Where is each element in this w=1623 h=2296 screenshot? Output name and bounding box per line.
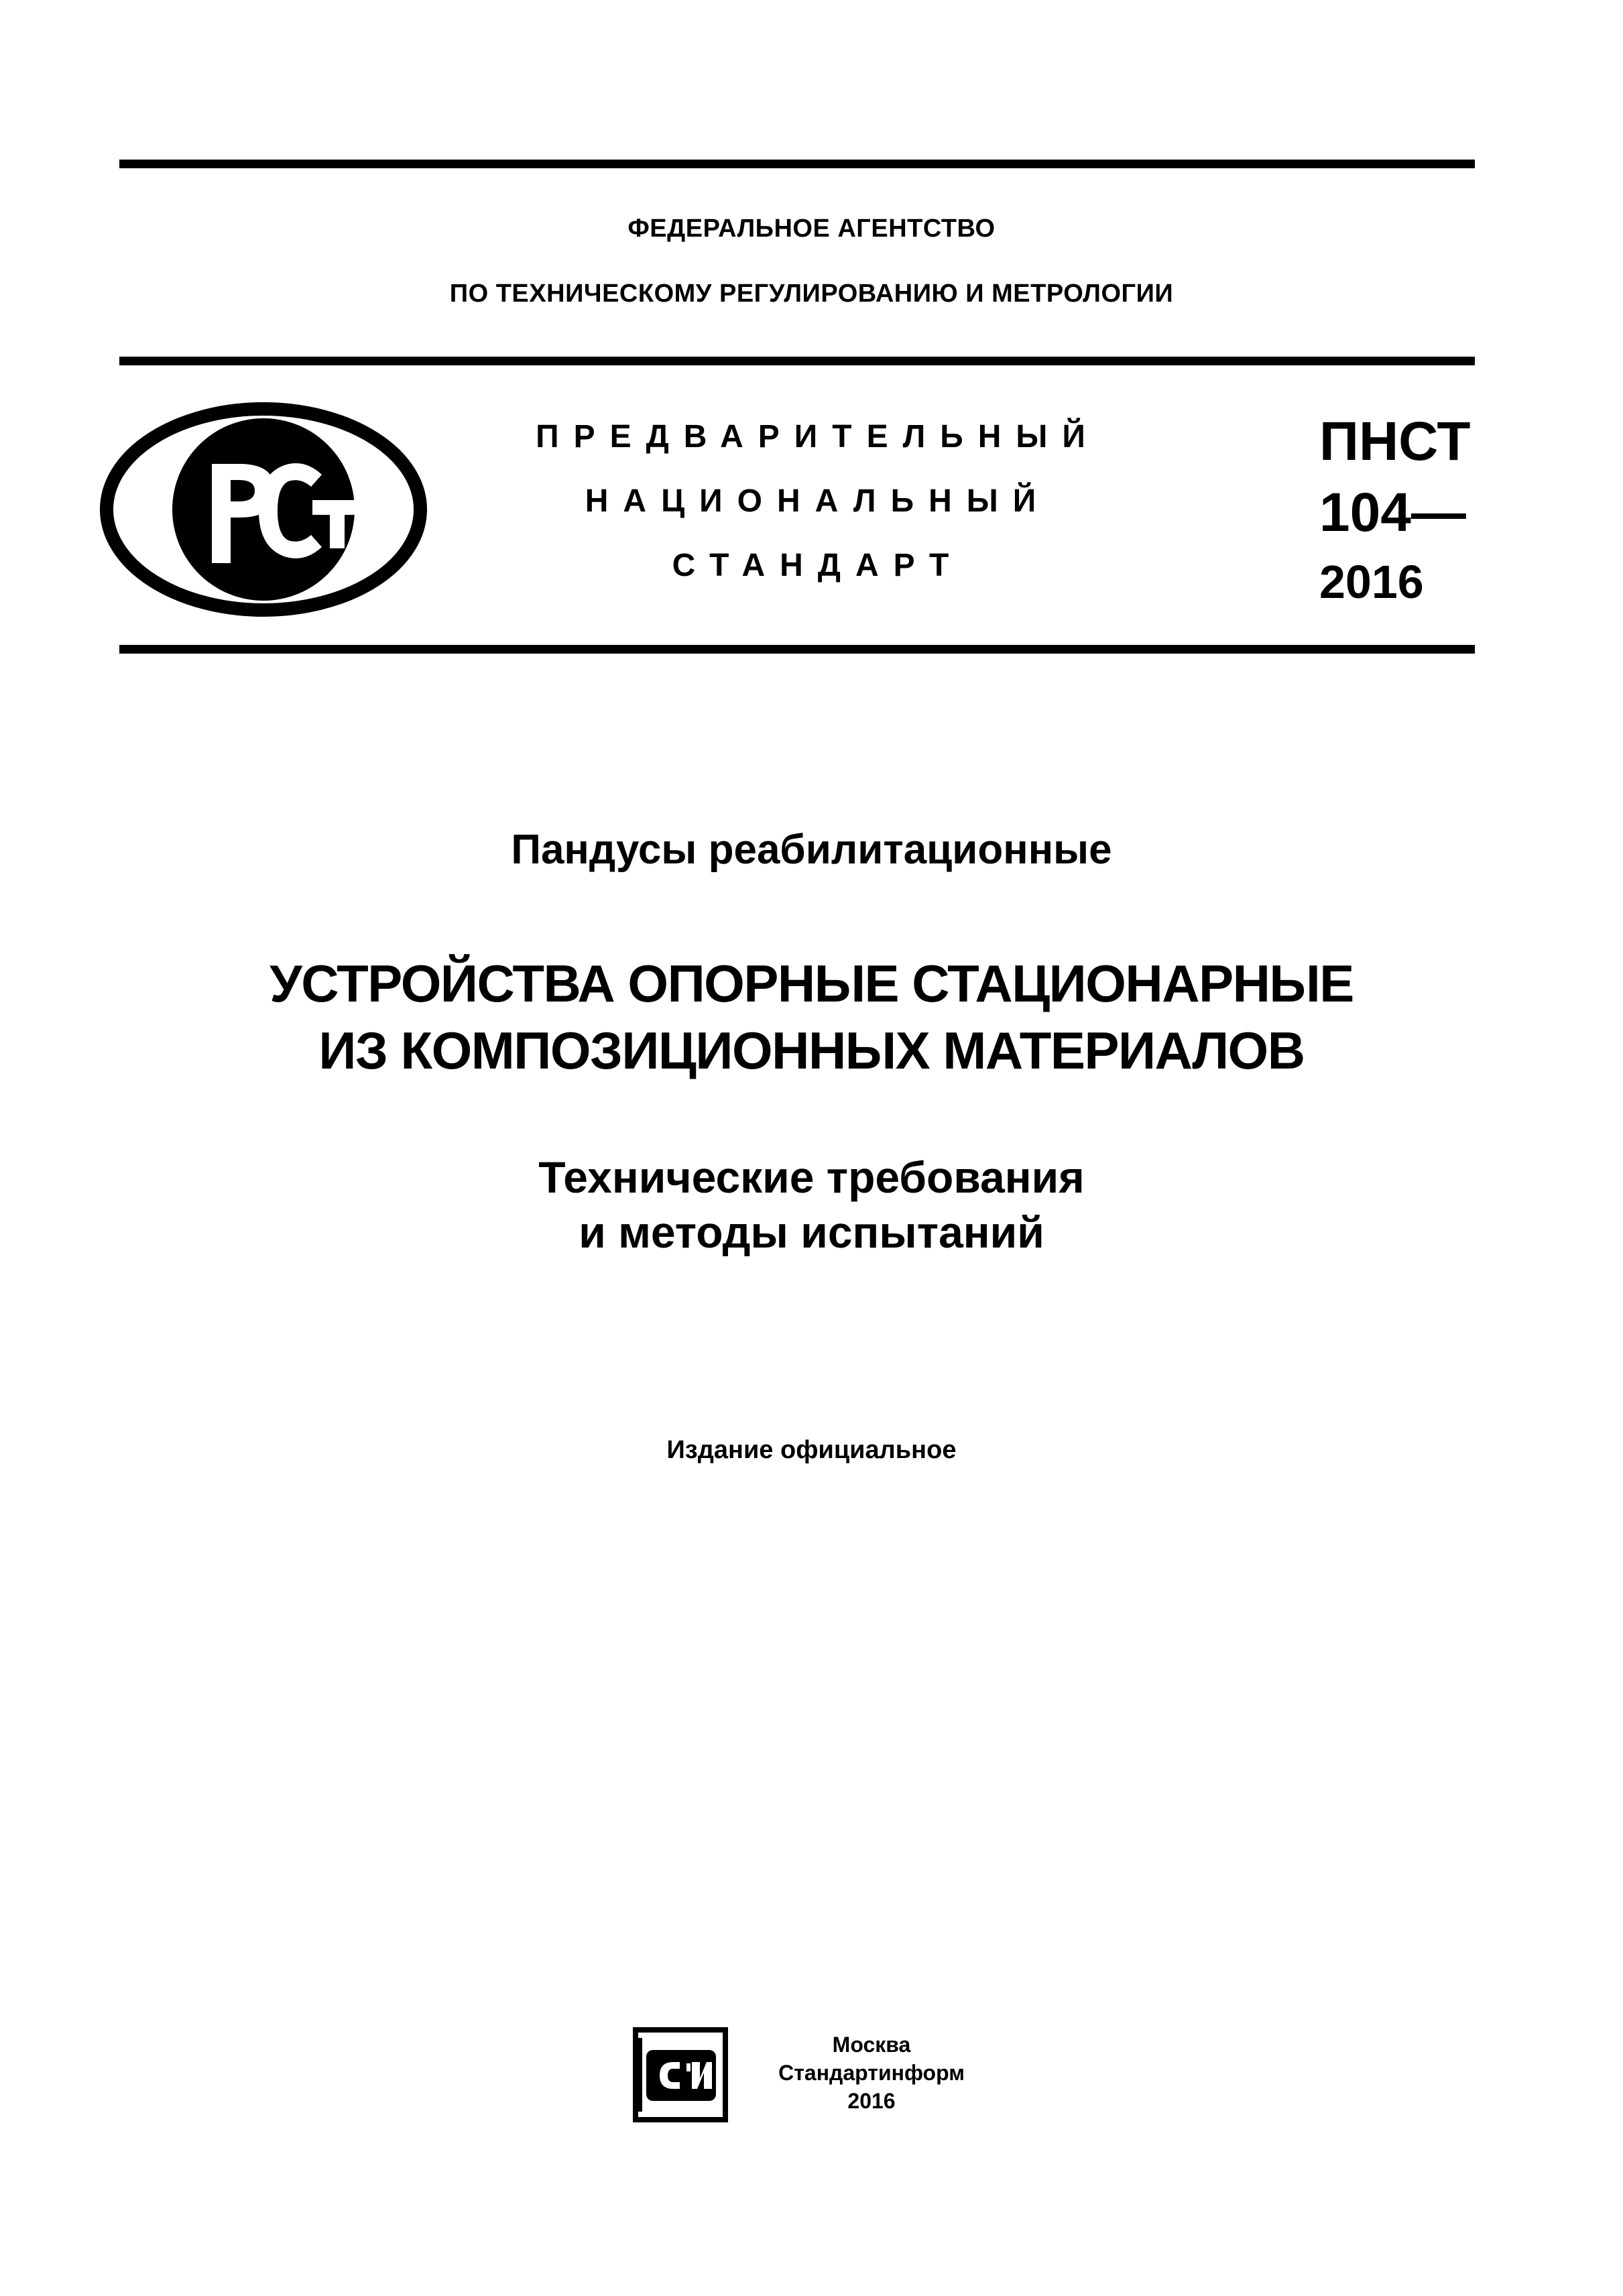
title-line-1: Пандусы реабилитационные [511, 827, 1112, 873]
agency-line-2: ПО ТЕХНИЧЕСКОМУ РЕГУЛИРОВАНИЮ И МЕТРОЛОГИИ [449, 280, 1174, 308]
standard-code-line-3: 2016 [1319, 556, 1424, 608]
standard-type-line-2: НАЦИОНАЛЬНЫЙ [585, 483, 1051, 519]
agency-line-1: ФЕДЕРАЛЬНОЕ АГЕНТСТВО [627, 215, 996, 243]
title-line-3: ИЗ КОМПОЗИЦИОННЫХ МАТЕРИАЛОВ [318, 1021, 1305, 1080]
title-line-2: УСТРОЙСТВА ОПОРНЫЕ СТАЦИОНАРНЫЕ [269, 954, 1354, 1013]
standard-code-line-2: 104— [1319, 482, 1466, 543]
header-middle-rule [119, 357, 1475, 365]
header-top-rule [119, 160, 1475, 168]
publisher-name: Стандартинформ [778, 2061, 965, 2085]
publisher-city: Москва [832, 2033, 911, 2057]
standard-type-line-3: СТАНДАРТ [672, 548, 964, 583]
header-bottom-rule [119, 645, 1475, 654]
publisher-year: 2016 [847, 2089, 896, 2113]
rst-conformity-mark-icon [99, 402, 428, 617]
edition-label: Издание официальное [666, 1436, 957, 1464]
standard-type-line-1: ПРЕДВАРИТЕЛЬНЫЙ [536, 419, 1100, 455]
standard-code-line-1: ПНСТ [1319, 411, 1471, 472]
standartinform-logo-icon [630, 2025, 731, 2125]
title-line-4: Технические требования [538, 1152, 1085, 1202]
title-line-5: и методы испытаний [579, 1207, 1044, 1257]
